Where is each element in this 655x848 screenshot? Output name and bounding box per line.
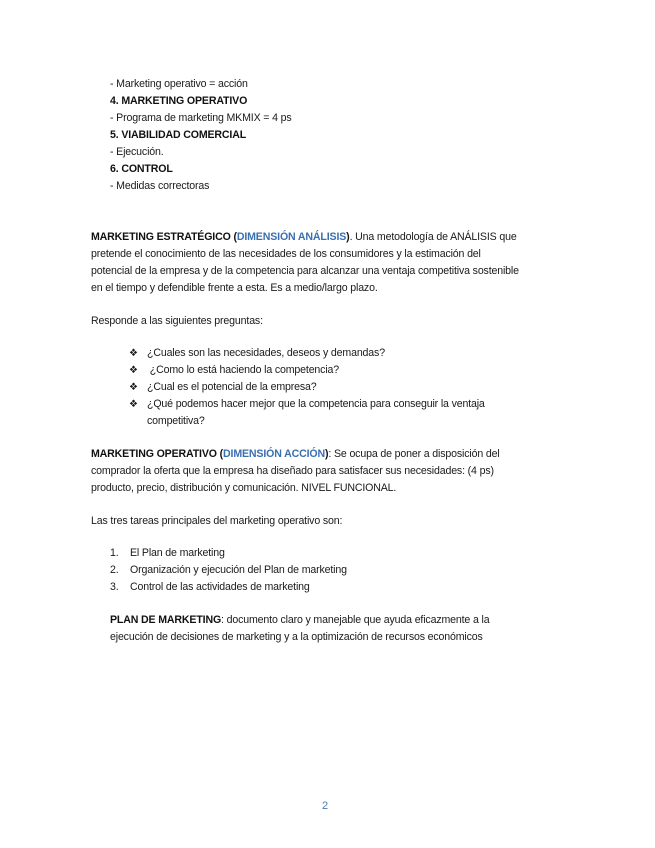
plan-heading: PLAN DE MARKETING <box>110 614 222 626</box>
list-line: - Medidas correctoras <box>110 180 210 192</box>
question-text-continued: competitiva? <box>147 415 205 427</box>
dimension-analisis: DIMENSIÓN ANÁLISIS <box>236 231 347 243</box>
diamond-bullet-icon: ❖ <box>129 382 138 393</box>
diamond-bullet-icon: ❖ <box>129 399 138 410</box>
diamond-bullet-icon: ❖ <box>129 365 138 376</box>
tarea-item <box>110 579 310 596</box>
tarea-text: Control de las actividades de marketing <box>130 581 310 593</box>
estrategico-heading: MARKETING ESTRATÉGICO ( <box>91 231 237 243</box>
list-line: - Ejecución. <box>110 146 164 158</box>
estrategico-line-2: pretende el conocimiento de las necesidades de los consumidores y la estimación del <box>91 248 481 260</box>
estrategico-line-4: en el tiempo y defendible frente a esta. Es a medio/largo plazo. <box>91 282 378 294</box>
estrategico-text: . Una metodología de ANÁLISIS que <box>349 231 517 243</box>
list-heading <box>110 93 247 110</box>
estrategico-line-1 <box>91 229 517 246</box>
operativo-line-3: producto, precio, distribución y comunicación. NIVEL FUNCIONAL. <box>91 482 397 494</box>
list-heading <box>110 127 246 144</box>
operativo-line-1 <box>91 446 500 463</box>
question-text: ¿Qué podemos hacer mejor que la competencia para conseguir la ventaja <box>147 398 485 410</box>
question-item <box>129 362 339 379</box>
tarea-item <box>110 545 225 562</box>
list-line: - Marketing operativo = acción <box>110 78 248 90</box>
diamond-bullet-icon: ❖ <box>129 348 138 359</box>
plan-line-2: ejecución de decisiones de marketing y a la optimización de recursos económicos <box>110 631 483 643</box>
tarea-item <box>110 562 347 579</box>
dimension-accion: DIMENSIÓN ACCIÓN <box>223 448 326 460</box>
responde-text: Responde a las siguientes preguntas: <box>91 315 263 327</box>
question-item <box>129 396 485 413</box>
operativo-heading: MARKETING OPERATIVO ( <box>91 448 224 460</box>
tarea-text: El Plan de marketing <box>130 547 225 559</box>
estrategico-line-3: potencial de la empresa y de la competencia para alcanzar una ventaja competitiva sostenible <box>91 265 519 277</box>
operativo-line-2: comprador la oferta que la empresa ha diseñado para satisfacer sus necesidades: (4 ps) <box>91 465 494 477</box>
question-item <box>129 379 317 396</box>
list-heading-text: 4. MARKETING OPERATIVO <box>110 95 248 107</box>
plan-text: : documento claro y manejable que ayuda eficazmente a la <box>221 614 490 626</box>
list-heading-text: 5. VIABILIDAD COMERCIAL <box>110 129 247 141</box>
plan-line-1 <box>110 612 489 629</box>
question-item <box>129 345 385 362</box>
tarea-number: 2. <box>110 564 119 576</box>
operativo-heading-close: ) <box>325 448 329 460</box>
tarea-number: 1. <box>110 547 119 559</box>
tarea-text: Organización y ejecución del Plan de marketing <box>130 564 347 576</box>
operativo-text: : Se ocupa de poner a disposición del <box>328 448 500 460</box>
question-text: ¿Cuales son las necesidades, deseos y demandas? <box>147 347 385 359</box>
list-heading <box>110 161 173 178</box>
list-heading-text: 6. CONTROL <box>110 163 173 175</box>
tarea-number: 3. <box>110 581 119 593</box>
estrategico-heading-close: ) <box>346 231 350 243</box>
page-number: 2 <box>322 800 328 812</box>
question-text: ¿Como lo está haciendo la competencia? <box>147 364 340 376</box>
list-line: - Programa de marketing MKMIX = 4 ps <box>110 112 292 124</box>
tareas-intro: Las tres tareas principales del marketing operativo son: <box>91 515 343 527</box>
question-text: ¿Cual es el potencial de la empresa? <box>147 381 317 393</box>
